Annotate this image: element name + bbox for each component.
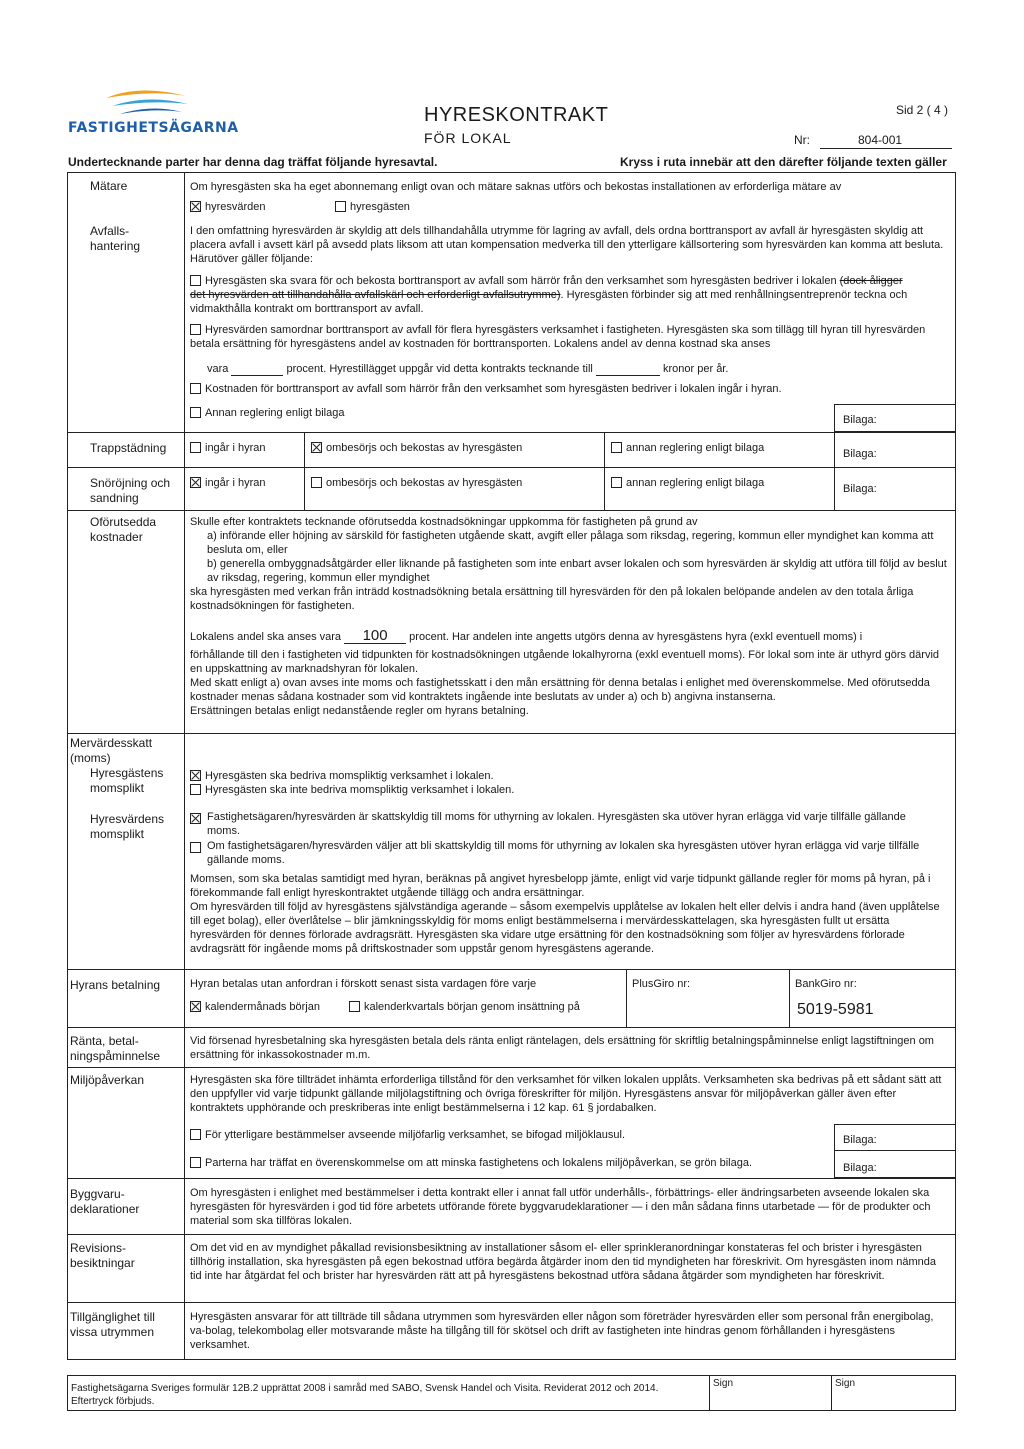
avfall-opt4[interactable]: Annan reglering enligt bilaga xyxy=(190,406,344,420)
checkbox-empty[interactable] xyxy=(611,442,622,453)
miljo-bilaga1[interactable]: Bilaga: xyxy=(843,1134,877,1146)
plusgiro-label: PlusGiro nr: xyxy=(632,978,691,990)
miljo-bilaga2[interactable]: Bilaga: xyxy=(843,1162,877,1174)
miljo-label: Miljöpåverkan xyxy=(70,1073,145,1087)
trapp-label: Trappstädning xyxy=(90,441,167,455)
moms-g2[interactable]: Hyresgästen ska inte bedriva momspliktig verksamhet i lokalen. xyxy=(190,783,514,797)
trapp-bilaga[interactable]: Bilaga: xyxy=(843,448,877,460)
checkbox-empty[interactable] xyxy=(190,383,201,394)
ofor-andel-field[interactable]: 100 xyxy=(344,629,406,644)
header-right-note: Kryss i ruta innebär att den därefter följande texten gäller xyxy=(620,155,947,169)
miljo-text: Hyresgästen ska före tillträdet inhämta erforderliga tillstånd för den verksamhet för vilken lokalen upplåts. Verksamheten ska bedrivas på ett sådant sätt att den uppfyller vid varje tidpunkt gällande miljölagstiftning och övriga föreskrifter för miljön. Hyresgästens ansvar för miljöpåverkan gäller även efter kontraktets upphörande och preskriberas inte enligt bestämmelserna i 12 kap. 61 § jordabalken. xyxy=(190,1074,942,1114)
nr-label: Nr: xyxy=(794,133,810,147)
moms-sub1: Hyresgästens momsplikt xyxy=(90,766,164,795)
checkbox-empty[interactable] xyxy=(190,442,201,453)
sign-field-1[interactable]: Sign xyxy=(713,1378,734,1389)
header-left-note: Undertecknande parter har denna dag träffat följande hyresavtal. xyxy=(68,155,438,169)
moms-g1[interactable]: Hyresgästen ska bedriva momspliktig verksamhet i lokalen. xyxy=(190,769,494,783)
page-title: HYRESKONTRAKT xyxy=(424,104,609,126)
checkbox-empty[interactable] xyxy=(190,275,201,286)
checkbox-empty[interactable] xyxy=(190,1129,201,1140)
sno-opt3[interactable]: annan reglering enligt bilaga xyxy=(611,476,764,490)
avfall-opt1[interactable]: Hyresgästen ska svara för och bekosta borttransport av avfall som härrör från den verksamhet som hyresgästen bedriver i lokalen (dock åligger det hyresvärden att tillhandahålla avfallskärl och erforderligt avfallsutrymme). Hyresgästen förbinder sig att med renhållningsentreprenör teckna och vidmakthålla kontrakt om borttransport av avfall. xyxy=(190,275,908,315)
matare-text: Om hyresgästen ska ha eget abonnemang enligt ovan och mätare saknas utförs och bekostas installationen av erforderliga mätare av xyxy=(190,181,842,193)
checkbox-empty[interactable] xyxy=(190,407,201,418)
sno-opt2[interactable]: ombesörjs och bekostas av hyresgästen xyxy=(311,476,522,490)
matare-opt2-label: hyresgästen xyxy=(350,201,410,213)
miljo-opt2[interactable]: Parterna har träffat en överenskommelse om att minska fastighetens och lokalens miljöpåverkan, se grön bilaga. xyxy=(190,1156,752,1170)
logo-text: FASTIGHETSÄGARNA xyxy=(68,120,239,136)
avfall-bilaga[interactable]: Bilaga: xyxy=(843,414,877,426)
betalning-opt1[interactable]: kalendermånads början xyxy=(190,1000,320,1014)
miljo-opt1[interactable]: För ytterligare bestämmelser avseende miljöfarlig verksamhet, se bifogad miljöklausul. xyxy=(190,1128,625,1142)
betalning-label: Hyrans betalning xyxy=(70,978,161,992)
moms-body: Momsen, som ska betalas samtidigt med hyran, beräknas på angivet hyresbelopp jämte, enligt vid varje tidpunkt gällande regler för moms på hyran, på i förekommande fall enligt hyreskontraktet utgående tillägg och andra ersättningar. Om hyresvärden till följd av hyresgästens självständiga agerande – såsom exempelvis upplåtelse av lokalen helt eller delvis i andra hand (även upplåtelse till eget bolag), eller överlåtelse – blir jämkningsskyldig för moms enligt bestämmelserna i mervärdesskattelagen, ska hyresgästen fullt ut ersätta hyresvärden för dennes förlorade avdragsrätt. Hyresgästen ska vidare utge ersättning för den kostnadsökning som följer av hyresvärdens förlorade avdragsrätt för ingående moms på driftskostnader som uppstår genom hyresgästens agerande. xyxy=(190,873,940,955)
trapp-opt1[interactable]: ingår i hyran xyxy=(190,441,266,455)
avfall-opt2[interactable]: Hyresvärden samordnar borttransport av avfall för flera hyresgästers verksamhet i fastigheten. Hyresgästen ska som tillägg till hyran till hyresvärden betala ersättning för hyresgästens andel av kostnaden för borttransporten. Lokalens andel av denna kostnad ska anses xyxy=(190,324,926,350)
bygg-text: Om hyresgästen i enlighet med bestämmelser i detta kontrakt eller i annat fall utför underhålls-, förbättrings- eller ändringsarbeten avseende lokalen ska hyresgästen för hyresvärden i god tid före arbetets utförande förete byggvarudeklarationer — i den mån sådana finns utarbetade — för de produkter och material som ska tillföras lokalen. xyxy=(190,1187,931,1227)
checkbox-checked[interactable] xyxy=(190,201,201,212)
bankgiro-label: BankGiro nr: xyxy=(795,978,857,990)
checkbox-checked[interactable] xyxy=(190,477,201,488)
moms-v1[interactable]: Fastighetsägaren/hyresvärden är skattskyldig till moms för uthyrning av lokalen. Hyresgästen ska utöver hyran erlägga vid varje tillfälle gällande moms. xyxy=(190,810,930,838)
matare-label: Mätare xyxy=(90,179,128,193)
ofor-body2: förhållande till den i fastigheten vid tidpunkten för kostnadsökningen utgående lokalhyrorna (exkl eventuell moms). För lokal som inte är uthyrd görs därvid en uppskattning av marknadshyran för lokalen. Med skatt enligt a) ovan avses inte moms och fastighetsskatt i den mån ersättning för denna betalas i enlighet med överenskommelse. Med oförutsedda kostnader menas sådana kostnader som vid kontraktets ingående inte beslutats av under a) och b) angivna instanserna. Ersättningen betalas enligt nedanstående regler om hyrans betalning. xyxy=(190,649,940,717)
checkbox-empty[interactable] xyxy=(190,784,201,795)
footer-text: Fastighetsägarna Sveriges formulär 12B.2 upprättat 2008 i samråd med SABO, Svensk Handel och Visita. Reviderat 2012 och 2014. Eftertryck förbjuds. xyxy=(71,1383,659,1407)
checkbox-checked[interactable] xyxy=(190,1001,201,1012)
avfall-vara-line: vara procent. Hyrestillägget uppgår vid detta kontrakts tecknande till kronor per år. xyxy=(207,363,729,375)
fastighetsagarna-logo-icon xyxy=(68,84,228,122)
avfall-opt3[interactable]: Kostnaden för borttransport av avfall som härrör från den verksamhet som hyresgästen bedriver i lokalen ingår i hyran. xyxy=(190,382,782,396)
sno-label: Snöröjning och sandning xyxy=(90,476,171,505)
page-subtitle: FÖR LOKAL xyxy=(424,130,512,146)
page-number: Sid 2 ( 4 ) xyxy=(896,103,949,117)
rev-label: Revisions- besiktningar xyxy=(70,1241,135,1270)
avfall-kronor-field[interactable] xyxy=(596,363,660,376)
checkbox-empty[interactable] xyxy=(190,324,201,335)
rev-text: Om det vid en av myndighet påkallad revisionsbesiktning av installationer såsom el- eller sprinkleranordningar konstateras fel och brister i hyresgästen tillhörig installation, ska hyresgästen på egen bekostnad utföra begärda åtgärder inom den tid myndigheten har föreskrivit. Om hyresgästen inom nämnda tid inte har åtgärdat fel och brister har hyresvärden rätt att på hyresgästens bekostnad utföra sådana åtgärder som myndigheten har föreskrivit. xyxy=(190,1242,936,1282)
ranta-text: Vid försenad hyresbetalning ska hyresgästen betala dels ränta enligt räntelagen, dels ersättning för skriftlig betalningspåminnelse enligt lagstiftningen om ersättning för inkassokostnader m.m. xyxy=(190,1035,934,1061)
sign-field-2[interactable]: Sign xyxy=(835,1378,856,1389)
trapp-opt2[interactable]: ombesörjs och bekostas av hyresgästen xyxy=(311,441,522,455)
moms-v2[interactable]: Om fastighetsägaren/hyresvärden väljer att bli skattskyldig till moms för uthyrning av lokalen ska hyresgästen utöver hyran erlägga vid varje tillfälle gällande moms. xyxy=(190,839,930,867)
checkbox-empty[interactable] xyxy=(190,1157,201,1168)
avfall-intro: I den omfattning hyresvärden är skyldig att dels tillhandahålla utrymme för lagring av avfall, dels ordna borttransport av avfall är hyresgästen skyldig att placera avfall i avsett kärl på avsedd plats liksom att utan kompensation medverka till den ytterligare källsortering som hyresvärden kan komma att besluta. Härutöver gäller följande: xyxy=(190,225,944,265)
checkbox-empty[interactable] xyxy=(335,201,346,212)
bankgiro-value[interactable]: 5019-5981 xyxy=(797,1001,874,1018)
checkbox-empty[interactable] xyxy=(190,842,201,853)
till-label: Tillgänglighet till vissa utrymmen xyxy=(70,1310,155,1339)
sno-bilaga[interactable]: Bilaga: xyxy=(843,483,877,495)
bygg-label: Byggvaru- deklarationer xyxy=(70,1187,140,1216)
avfall-procent-field[interactable] xyxy=(231,363,283,376)
matare-opt-hyresvarden[interactable] xyxy=(190,200,266,214)
avfall-label: Avfalls- hantering xyxy=(90,224,141,253)
matare-opt1-label: hyresvärden xyxy=(205,201,266,213)
checkbox-checked[interactable] xyxy=(311,442,322,453)
betalning-opt2[interactable]: kalenderkvartals början genom insättning på xyxy=(349,1000,580,1014)
logo xyxy=(68,84,239,139)
ofor-label: Oförutsedda kostnader xyxy=(90,515,157,544)
checkbox-empty[interactable] xyxy=(349,1001,360,1012)
till-text: Hyresgästen ansvarar för att tillträde till sådana utrymmen som hyresvärden eller någon som företräder hyresvärden eller som personal från energibolag, va-bolag, telekombolag eller motsvarande måste ha tillgång till för skötsel och drift av fastigheten inte hindras genom förhållanden i hyresgästens verksamhet. xyxy=(190,1311,934,1351)
betalning-text: Hyran betalas utan anfordran i förskott senast sista vardagen före varje xyxy=(190,978,537,990)
trapp-opt3[interactable]: annan reglering enligt bilaga xyxy=(611,441,764,455)
ofor-body: Skulle efter kontraktets tecknande oförutsedda kostnadsökningar uppkomma för fastigheten på grund av a) införande eller höjning av särskild för fastigheten utgående skatt, avgift eller pålaga som riksdag, regering, kommun eller myndighet kan komma att besluta om, eller b) generella ombyggnadsåtgärder eller liknande på fastigheten som inte enbart avser lokalen och som hyresvärden är skyldig att utföra till följd av beslut av riksdag, regering, kommun eller myndighet ska hyresgästen med verkan från inträdd kostnadsökning betala ersättning till hyresvärden för den på lokalen belöpande andelen av den totala årliga kostnadsökningen för fastigheten. xyxy=(190,516,947,612)
sno-opt1[interactable]: ingår i hyran xyxy=(190,476,266,490)
ranta-label: Ränta, betal- ningspåminnelse xyxy=(70,1034,161,1063)
checkbox-empty[interactable] xyxy=(311,477,322,488)
ofor-andel: Lokalens andel ska anses vara 100 procent. Har andelen inte angetts utgörs denna av hyresgästens hyra (exkl eventuell moms) i xyxy=(190,627,863,644)
checkbox-checked[interactable] xyxy=(190,770,201,781)
checkbox-checked[interactable] xyxy=(190,813,201,824)
matare-opt-hyresgasten[interactable] xyxy=(335,200,410,214)
moms-sub2: Hyresvärdens momsplikt xyxy=(90,812,165,841)
nr-value: 804-001 xyxy=(858,133,903,147)
checkbox-empty[interactable] xyxy=(611,477,622,488)
moms-label: Mervärdesskatt (moms) xyxy=(70,736,153,765)
